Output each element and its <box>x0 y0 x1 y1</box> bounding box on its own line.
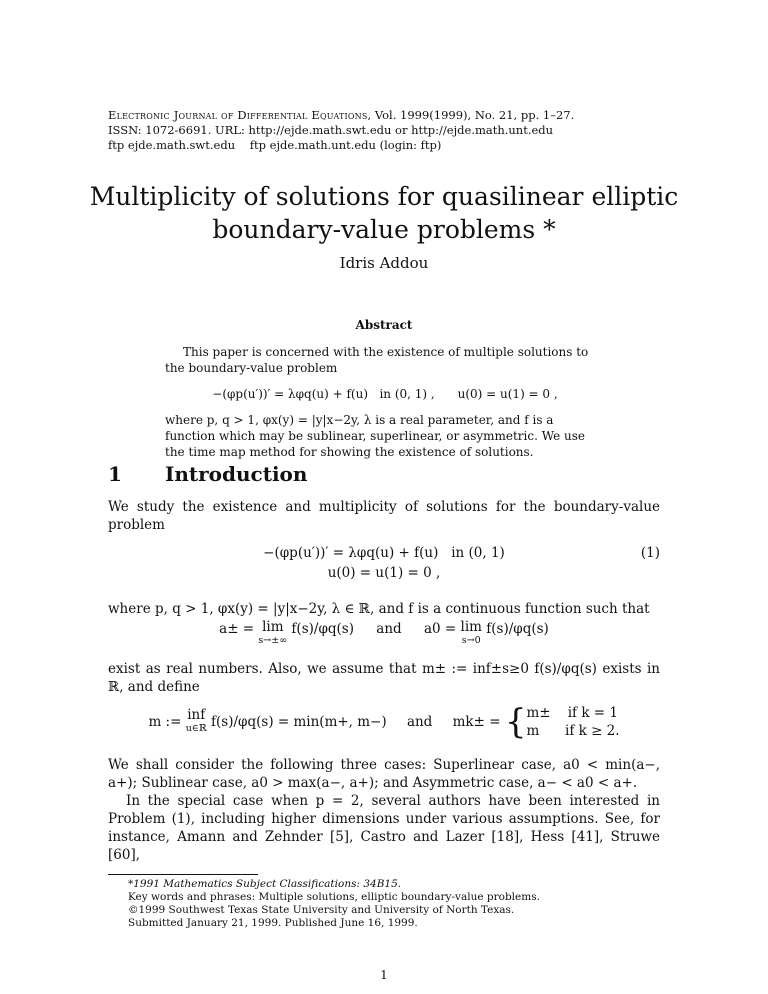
lim-b-operator <box>461 620 482 648</box>
body-text <box>108 498 660 864</box>
lim-a-rhs: f(s)/φq(s) <box>287 621 354 637</box>
case-2: m if k ≥ 2. <box>526 723 620 739</box>
m-inf-text: inf <box>187 707 206 723</box>
section-number: 1 <box>108 462 122 486</box>
journal-name: Electronic Journal of Differential Equations <box>108 108 368 122</box>
footnote-line-4: Submitted January 21, 1999. Published June 16, 1999. <box>128 917 418 929</box>
footnote-line-1: *1991 Mathematics Subject Classifications: 34B15. <box>128 878 402 890</box>
page-number: 1 <box>380 968 388 982</box>
body-paragraph-5: In the special case when p = 2, several authors have been interested in Problem (1), including higher dimensions under various assumptions. See, for instance, Amann and Zehnder [5], Castro and Lazer [18], Hess [41], Struwe [60], <box>108 793 660 863</box>
body-paragraph-4: We shall consider the following three cases: Superlinear case, a0 < min(a−, a+); Sublinear case, a0 > max(a−, a+); and Asymmetric case, a− < a0 < a+. <box>108 757 660 791</box>
abstract-heading: Abstract <box>355 318 413 332</box>
m-lhs: m := <box>148 714 186 730</box>
abstract-paragraph-2: where p, q > 1, φx(y) = |y|x−2y, λ is a real parameter, and f is a function which may be sublinear, superlinear, or asymmetric. We use the time map method for showing the existence of solutions. <box>165 413 585 459</box>
title-line-2: boundary-value problems * <box>212 215 556 244</box>
equation-1-line-1: −(φp(u′))′ = λφq(u) + f(u) in (0, 1) <box>263 545 505 561</box>
lim-a-lhs: a± = <box>219 621 259 637</box>
footnote <box>128 878 540 930</box>
footnote-line-2: Key words and phrases: Multiple solutions, elliptic boundary-value problems. <box>128 891 540 903</box>
equation-1 <box>108 544 660 590</box>
lim-a-operator <box>258 620 287 648</box>
author-name: Idris Addou <box>339 254 429 272</box>
paper-title <box>0 180 768 246</box>
equation-number: (1) <box>640 545 660 561</box>
m-inf-subscript: u∈ℝ <box>185 723 207 734</box>
abstract-body <box>165 344 605 460</box>
footnote-line-3: ©1999 Southwest Texas State University and University of North Texas. <box>128 904 515 916</box>
footnote-rule <box>108 874 258 875</box>
lim-b-rhs: f(s)/φq(s) <box>481 621 549 637</box>
section-title: Introduction <box>165 462 308 486</box>
ftp-line: ftp ejde.math.swt.edu ftp ejde.math.unt.edu (login: ftp) <box>108 138 442 152</box>
cases-block <box>526 704 619 740</box>
body-paragraph-1: We study the existence and multiplicity of solutions for the boundary-value problem <box>108 499 660 533</box>
journal-volume: , Vol. 1999(1999), No. 21, pp. 1–27. <box>367 108 575 122</box>
abstract-paragraph-1: This paper is concerned with the existence of multiple solutions to the boundary-value problem <box>165 345 589 375</box>
m-inf-operator <box>186 708 207 736</box>
m-rhs: f(s)/φq(s) = min(m+, m−) <box>206 714 387 730</box>
lim-a-subscript: s→±∞ <box>258 635 288 646</box>
lim-b-lhs: a0 = <box>423 621 461 637</box>
case-1: m± if k = 1 <box>526 705 618 721</box>
body-paragraph-2: where p, q > 1, φx(y) = |y|x−2y, λ ∈ ℝ, and f is a continuous function such that <box>108 601 650 617</box>
m-definition-equation <box>108 704 660 748</box>
journal-header <box>108 108 574 153</box>
m-and: and <box>406 714 433 730</box>
abstract-equation: −(φp(u′))′ = λφq(u) + f(u) in (0, 1) , u(0) = u(1) = 0 , <box>212 387 558 401</box>
title-line-1: Multiplicity of solutions for quasilinear elliptic <box>89 182 679 211</box>
journal-line <box>108 108 574 123</box>
lim-a-op-text: lim <box>262 619 284 635</box>
equation-1-line-2: u(0) = u(1) = 0 , <box>327 565 441 581</box>
section-heading <box>108 462 668 486</box>
lim-b-op-text: lim <box>460 619 482 635</box>
mk-lhs: mk± = <box>452 714 505 730</box>
lim-and: and <box>376 621 402 637</box>
issn-line: ISSN: 1072-6691. URL: http://ejde.math.swt.edu or http://ejde.math.unt.edu <box>108 123 554 137</box>
lim-b-subscript: s→0 <box>461 635 481 646</box>
body-paragraph-3: exist as real numbers. Also, we assume that m± := inf±s≥0 f(s)/φq(s) exists in ℝ, and define <box>108 661 660 695</box>
cases-brace: { <box>504 702 527 742</box>
limits-equation <box>108 620 660 654</box>
